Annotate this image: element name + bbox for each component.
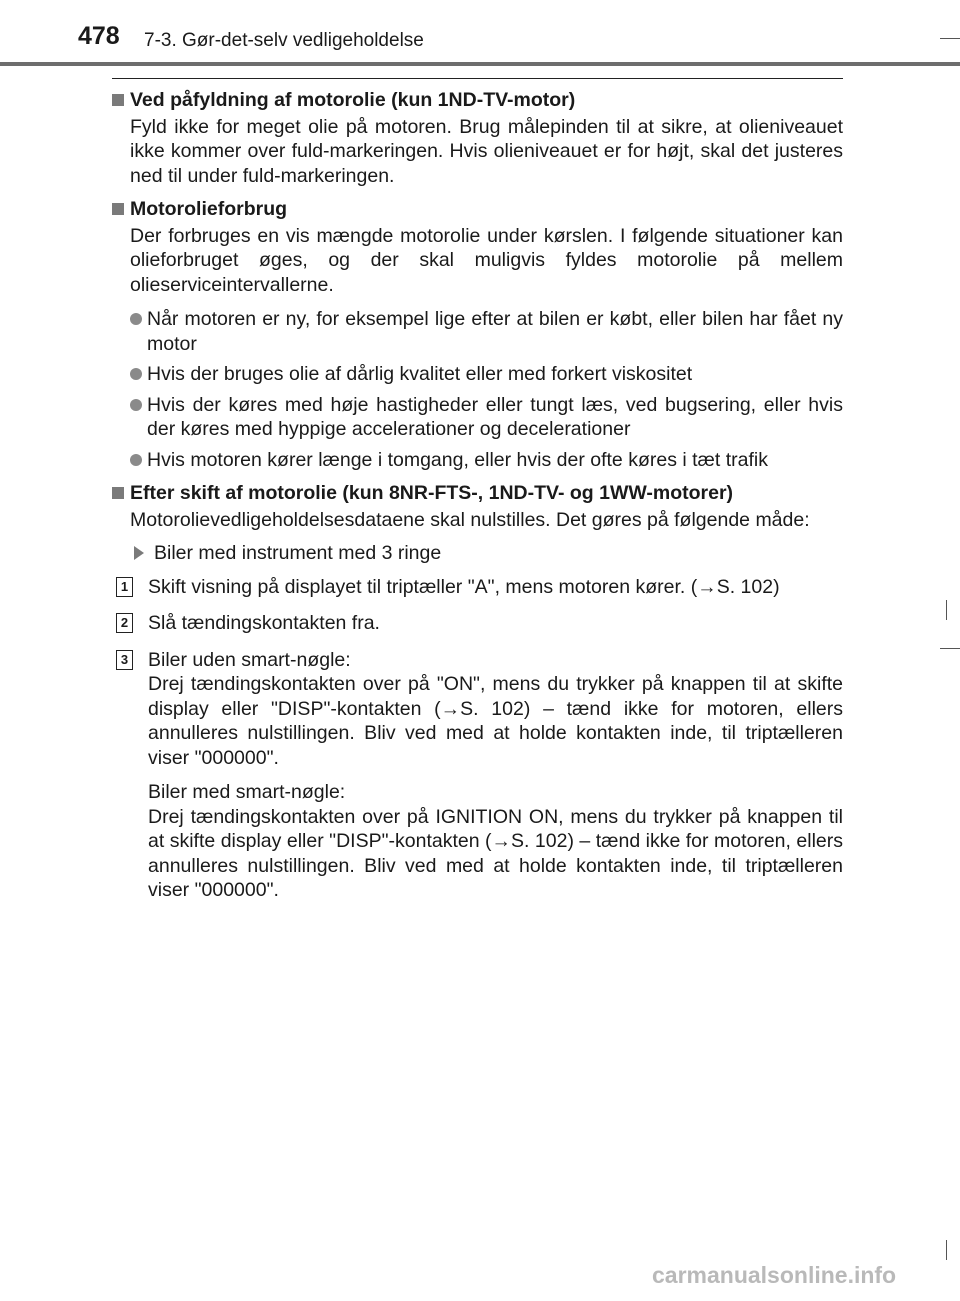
- step-number-box: 2: [116, 613, 133, 633]
- vehicle-variant-label: [130, 541, 843, 566]
- section-heading-text: Efter skift af motorolie (kun 8NR-FTS-, 1ND-TV- og 1WW-motorer): [130, 482, 734, 504]
- section-heading: [112, 88, 843, 113]
- header-rule: [0, 62, 960, 66]
- list-item: [130, 448, 843, 473]
- content-top-rule: [112, 78, 843, 79]
- section-paragraph: Motorolievedligeholdelsesdataene skal nulstilles. Det gøres på følgende måde:: [130, 508, 810, 531]
- step-sub-block: [148, 780, 843, 903]
- page-content: [112, 88, 843, 903]
- section-heading-text: Motorolieforbrug: [130, 198, 288, 220]
- round-bullet-icon: [130, 399, 142, 411]
- page-header: [0, 0, 960, 70]
- round-bullet-icon: [130, 313, 142, 325]
- step-item: [112, 648, 843, 903]
- list-item-text: Hvis der køres med høje hastigheder eller tungt læs, ved bugsering, eller hvis der køres med hyppige accelerationer og decelerationer: [147, 393, 843, 440]
- section-paragraph: Fyld ikke for meget olie på motoren. Brug målepinden til at sikre, at olieniveauet ikke kommer over fuld-markeringen. Hvis olieniveauet er for højt, skal det justeres ned til under fuld-markeringen.: [130, 115, 843, 187]
- vehicle-variant-text: Biler med instrument med 3 ringe: [154, 542, 442, 564]
- step-item: [112, 611, 843, 636]
- list-item-text: Hvis der bruges olie af dårlig kvalitet eller med forkert viskositet: [147, 363, 693, 385]
- square-bullet-icon: [112, 487, 124, 499]
- chapter-title: 7-3. Gør-det-selv vedligeholdelse: [144, 30, 424, 51]
- crop-mark-top: [940, 38, 960, 39]
- list-item: [130, 307, 843, 356]
- step-sub-text: Drej tændingskontakten over på "ON", mens du trykker på knappen til at skifte display eller "DISP"-kontakten (→S. 102) – tænd ikke for motoren, ellers annulleres nulstillingen. Bliv ved med at holde kontakten inde, til triptælleren viser "000000".: [148, 673, 843, 769]
- watermark-text: carmanualsonline.info: [652, 1262, 897, 1288]
- triangle-arrow-icon: [134, 546, 144, 560]
- step-number-box: 3: [116, 650, 133, 670]
- page-number: 478: [78, 22, 120, 50]
- step-item: [112, 575, 843, 600]
- section-heading-text: Ved påfyldning af motorolie (kun 1ND-TV-motor): [130, 89, 576, 111]
- section-heading: [112, 481, 843, 506]
- section-paragraph: Der forbruges en vis mængde motorolie under kørslen. I følgende situationer kan olieforbruget øges, og der skal muligvis fyldes motorolie på mellem olieserviceintervallerne.: [130, 224, 843, 296]
- step-number-box: 1: [116, 577, 133, 597]
- list-item-text: Når motoren er ny, for eksempel lige efter at bilen er købt, eller bilen har fået ny motor: [147, 308, 843, 355]
- section-heading: [112, 197, 843, 222]
- step-sub-text: Drej tændingskontakten over på IGNITION ON, mens du trykker på knappen til at skifte display eller "DISP"-kontakten (→S. 102) – tænd ikke for motoren, ellers annulleres nulstillingen. Bliv ved med at holde kontakten inde, til triptælleren viser "000000".: [148, 805, 843, 901]
- step-sub-title: Biler med smart-nøgle:: [148, 781, 346, 803]
- square-bullet-icon: [112, 94, 124, 106]
- list-item-text: Hvis motoren kører længe i tomgang, eller hvis der ofte køres i tæt trafik: [147, 448, 768, 471]
- crop-mark-mid: [940, 648, 960, 649]
- step-text: Slå tændingskontakten fra.: [148, 612, 380, 634]
- round-bullet-icon: [130, 454, 142, 466]
- round-bullet-icon: [130, 368, 142, 380]
- step-text: Skift visning på displayet til triptæller "A", mens motoren kører. (→S. 102): [148, 575, 780, 598]
- crop-mark-vert-2: [946, 1240, 947, 1260]
- list-item: [130, 362, 843, 387]
- crop-mark-vert-1: [946, 600, 947, 620]
- step-sub-title: Biler uden smart-nøgle:: [148, 648, 351, 671]
- square-bullet-icon: [112, 203, 124, 215]
- list-item: [130, 393, 843, 442]
